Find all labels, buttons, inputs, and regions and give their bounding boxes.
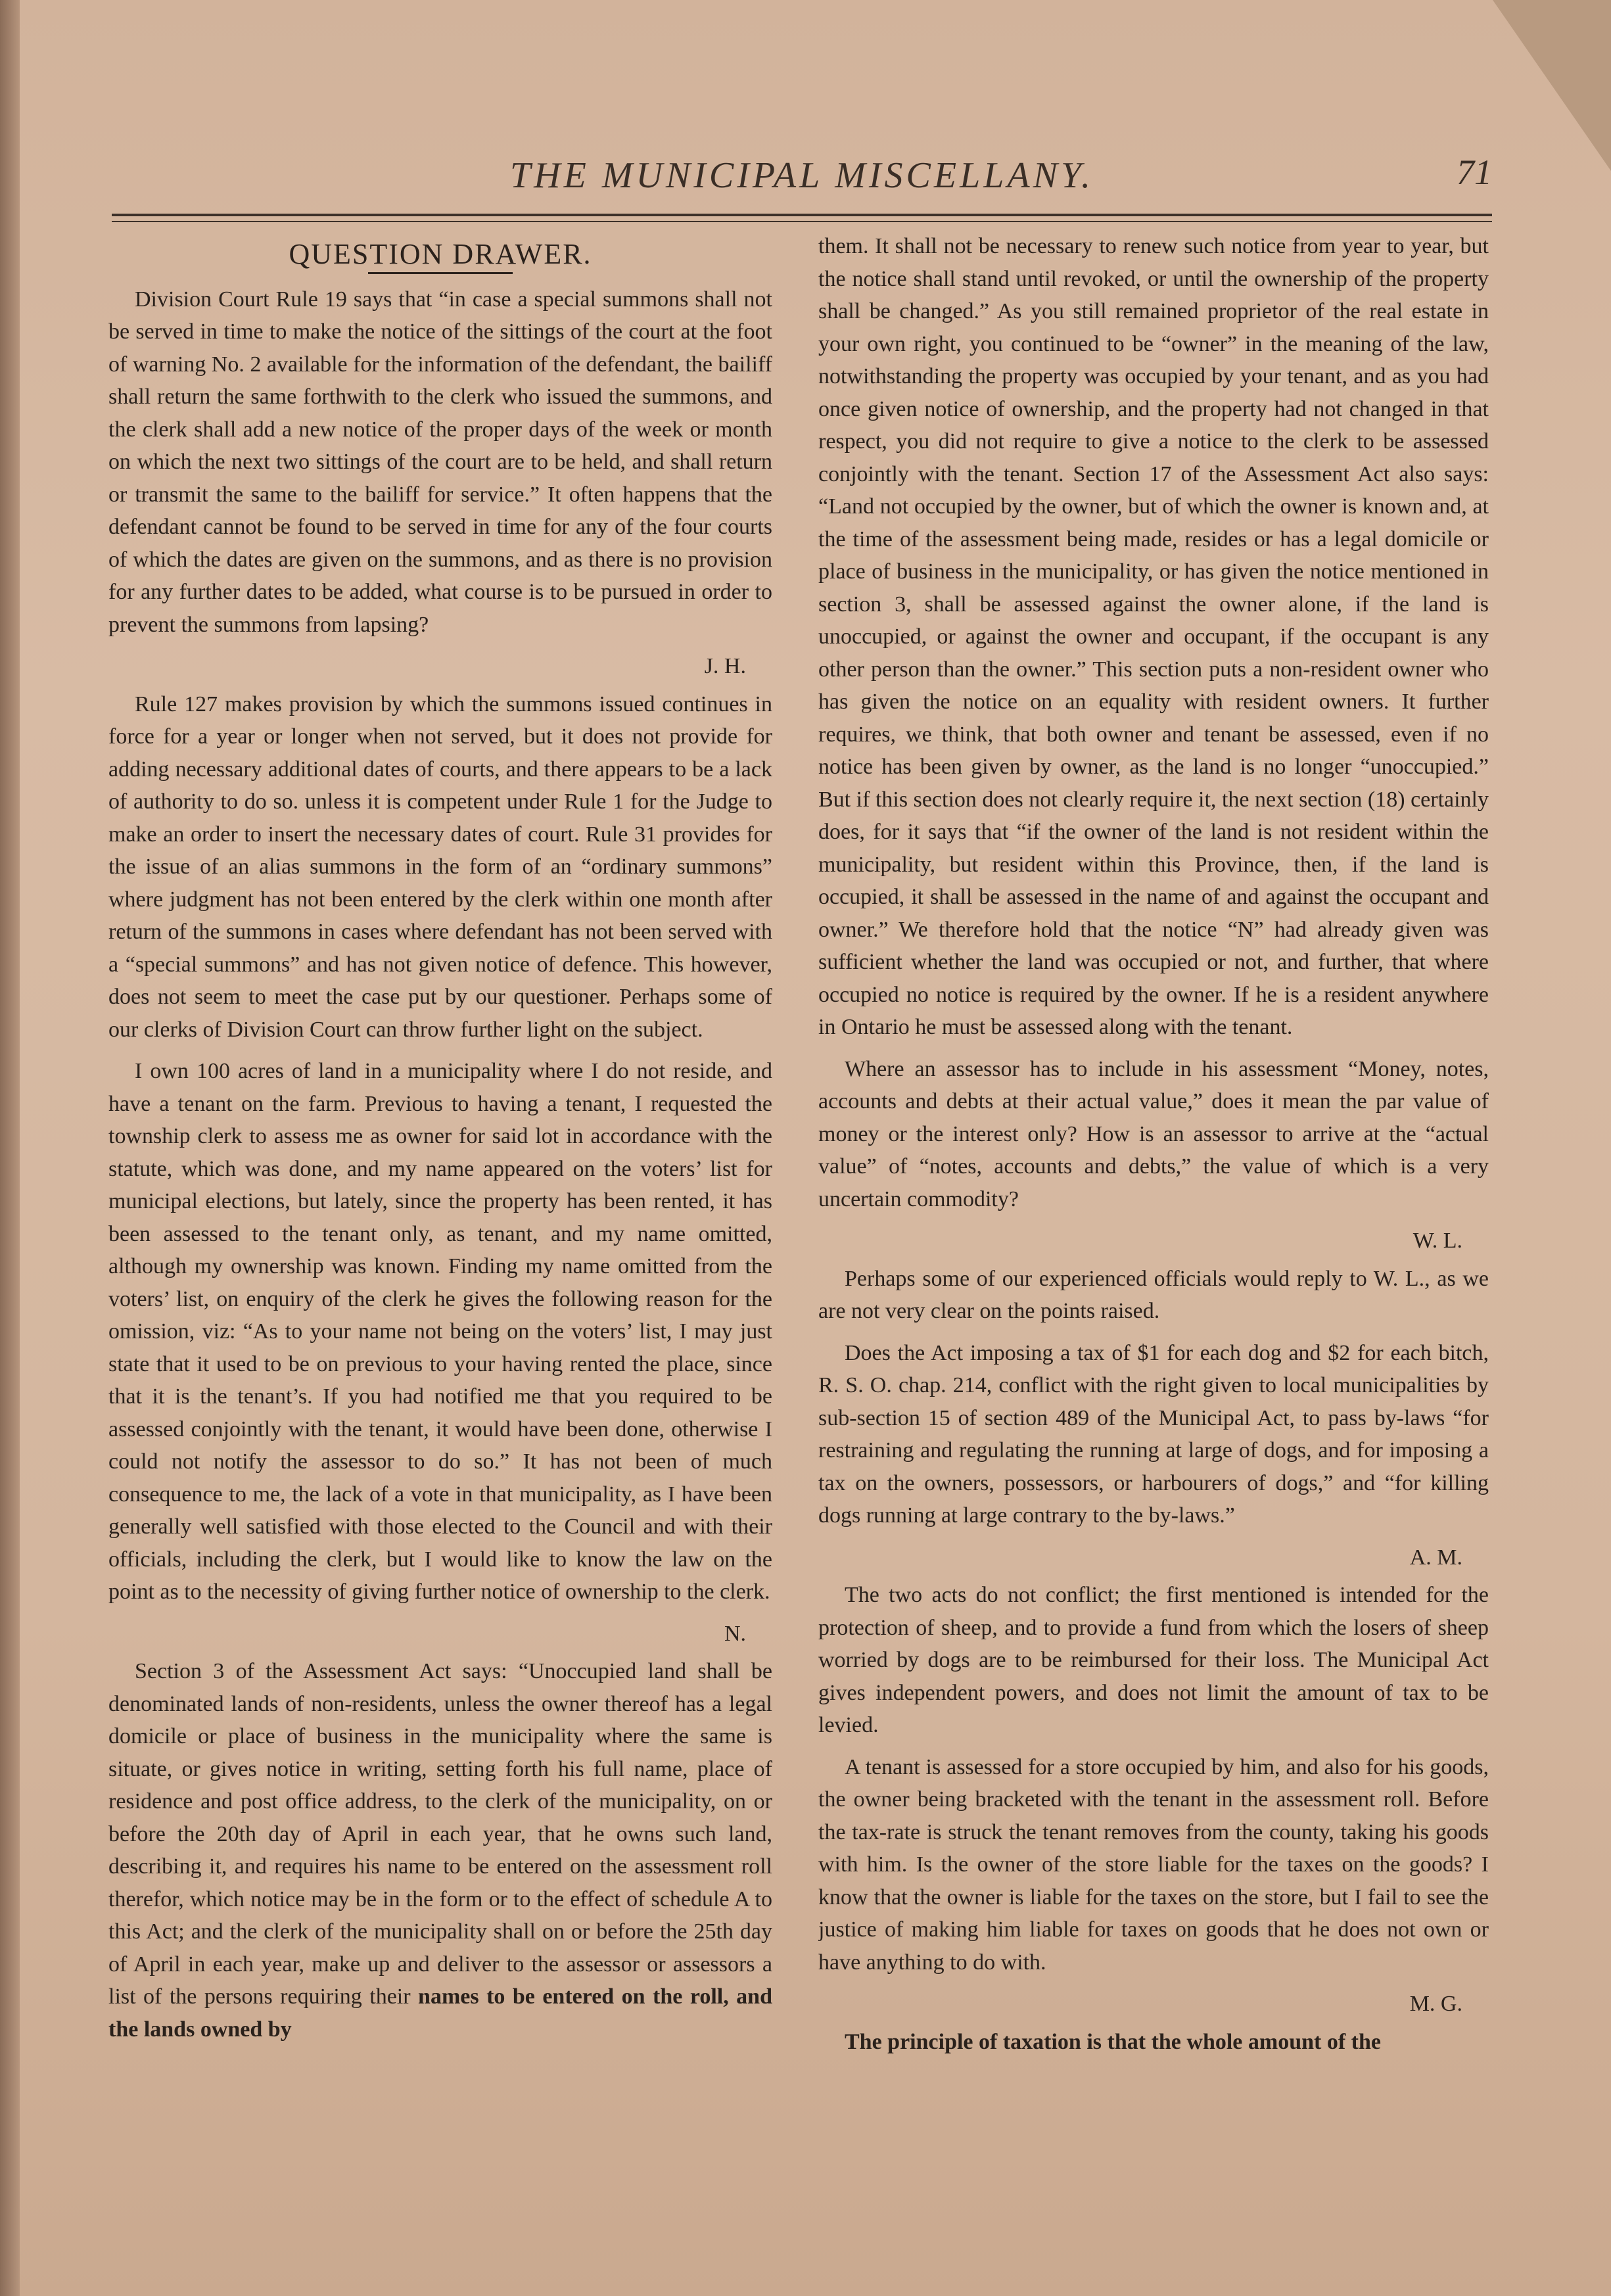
question-signature: M. G. xyxy=(1409,1992,1462,2016)
running-title: THE MUNICIPAL MISCELLANY. xyxy=(510,155,1094,196)
question-paragraph: Where an assessor has to include in his assessment “Money, notes, accounts and debts at their actual value,” does it mean the par value of money or the interest only? How is an assessor to arrive at the “actual value” of “notes, accounts and debts,” the value of which is a very uncertain commodity? xyxy=(818,1056,1489,1211)
answer-paragraph-bold: The principle of taxation is that the whole amount of the xyxy=(845,2029,1381,2054)
header-rule-thick xyxy=(112,214,1492,216)
question-paragraph: I own 100 acres of land in a municipality where I do not reside, and have a tenant on the farm. Previous to having a tenant, I requested the township clerk to assess me as owner for said lot in accordance with the statute, which was done, and my name appeared on the voters’ list for municipal elections, but lately, since the property has been rented, it has been assessed to the tenant only, as tenant, and my name omitted, although my ownership was known. Finding my name omitted from the voters’ list, on enquiry of the clerk he gives the following reason for the omission, viz: “As to your name not being on the voters’ list, I may just state that it used to be on previous to your having rented the place, since that it is the tenant’s. If you had notified me that you required to be assessed conjointly with the tenant, it would have been done, otherwise I could not notify the assessor to do so.” It has not been of much consequence to me, the lack of a vote in that municipality, as I have been generally well satisfied with those elected to the Council and with their officials, including the clerk, but I would like to know the law on the point as to the necessity of giving further notice of ownership to the clerk. xyxy=(108,1059,772,1604)
heading-underline xyxy=(368,272,513,274)
page-edge-shadow xyxy=(0,0,20,2296)
section-heading: QUESTION DRAWER. xyxy=(289,238,592,270)
left-column xyxy=(108,230,772,2228)
answer-continuation: them. It shall not be necessary to renew such notice from year to year, but the notice shall stand until revoked, or until the ownership of the property shall be changed.” As you still remained proprietor of the real estate in your own right, you continued to be “owner” in the meaning of the law, notwithstanding the property was occupied by your tenant, and as you had once given notice of ownership, and the property had not changed in that respect, you did not require to give a notice to the clerk to be assessed conjointly with the tenant. Section 17 of the Assessment Act also says: “Land not occupied by the owner, but of which the owner is known and, at the time of the assessment being made, resides or has a legal domicile or place of business in the municipality, or has given the notice mentioned in section 3, shall be assessed against the owner alone, if the land is unoccupied, or against the owner and occupant, if the occupant is any other person than the owner.” This section puts a non-resident owner who has given the notice on an equality with resident owners. It further requires, we think, that both owner and tenant be assessed, even if no notice has been given by owner, as the land is no longer “unoccupied.” But if this section does not clearly require it, the next section (18) certainly does, for it says that “if the owner of the land is not resident within the municipality, but resident within this Province, then, if the land is occupied, it shall be assessed in the name of and against the occupant and owner.” We therefore hold that the notice “N” had already given was sufficient whether the land was occupied or not, and further, that where occupied no notice is required by the owner. If he is a resident anywhere in Ontario he must be assessed along with the tenant. xyxy=(818,234,1489,1039)
page-header xyxy=(112,148,1492,207)
question-signature: N. xyxy=(724,1621,746,1646)
answer-text-bold: names to be entered on the roll, and the lands owned by xyxy=(108,1984,772,2042)
header-rule-thin xyxy=(112,221,1492,222)
answer-text: Section 3 of the Assessment Act says: “Unoccupied land shall be denominated lands of non-residents, unless the owner thereof has a legal domicile or place of business in the municipality where the same is situate, or gives notice in writing, setting forth his full name, place of residence and post office address, to the clerk of the municipality, on or before the 20th day of April in each year, that he owns such land, describing it, and requires his name to be entered on the assessment roll therefor, which notice may be in the form or to the effect of schedule A to this Act; and the clerk of the municipality shall on or before the 25th day of April in each year, make up and deliver to the assessor or assessors a list of the persons requiring their xyxy=(108,1659,772,2009)
question-signature: A. M. xyxy=(1409,1545,1462,1570)
question-paragraph: A tenant is assessed for a store occupied by him, and also for his goods, the owner being bracketed with the tenant in the assessment roll. Before the tax-rate is struck the tenant removes from the county, taking his goods with him. Is the owner of the store liable for the taxes on the goods? I know that the owner is liable for the taxes on the store, but I fail to see the justice of making him liable for taxes on goods that he does not own or have anything to do with. xyxy=(818,1754,1489,1975)
answer-paragraph: The two acts do not conflict; the first mentioned is intended for the protection of sheep, and to provide a fund from which the losers of sheep worried by dogs are to be reimbursed for their loss. The Municipal Act gives independent powers, and does not limit the amount of tax to be levied. xyxy=(818,1583,1489,1737)
question-paragraph: Does the Act imposing a tax of $1 for each dog and $2 for each bitch, R. S. O. chap. 214, conflict with the right given to local municipalities by sub-section 15 of section 489 of the Municipal Act, to pass by-laws “for restraining and regulating the running at large of dogs, and for imposing a tax on the owners, possessors, or harbourers of dogs,” and “for killing dogs running at large contrary to the by-laws.” xyxy=(818,1340,1489,1528)
right-column xyxy=(818,230,1489,2228)
question-signature: J. H. xyxy=(704,654,746,678)
answer-paragraph: Perhaps some of our experienced officials would reply to W. L., as we are not very clear on the points raised. xyxy=(818,1266,1489,1323)
question-paragraph: Division Court Rule 19 says that “in case a special summons shall not be served in time to make the notice of the sittings of the court at the foot of warning No. 2 available for the information of the defendant, the bailiff shall return the same forthwith to the clerk who issued the summons, and the clerk shall add a new notice of the proper days of the week or month on which the next two sittings of the court are to be held, and shall return or transmit the same to the bailiff for service.” It often happens that the defendant cannot be found to be served in time for any of the four courts of which the dates are given on the summons, and as there is no provision for any further dates to be added, what course is to be pursued in order to prevent the summons from lapsing? xyxy=(108,287,772,637)
question-signature: W. L. xyxy=(1413,1229,1462,1253)
torn-corner xyxy=(1493,0,1611,171)
page-number: 71 xyxy=(1457,152,1492,192)
answer-paragraph xyxy=(108,1655,772,2046)
answer-paragraph: Rule 127 makes provision by which the summons issued continues in force for a year or longer when not served, but it does not provide for adding necessary additional dates of courts, and there appears to be a lack of authority to do so. unless it is competent under Rule 1 for the Judge to make an order to insert the necessary dates of court. Rule 31 provides for the issue of an alias summons in the form of an “ordinary summons” where judgment has not been entered by the clerk within one month after return of the summons in cases where defendant has not been served with a “special summons” and has not given notice of defence. This however, does not seem to meet the case put by our questioner. Perhaps some of our clerks of Division Court can throw further light on the subject. xyxy=(108,691,772,1042)
